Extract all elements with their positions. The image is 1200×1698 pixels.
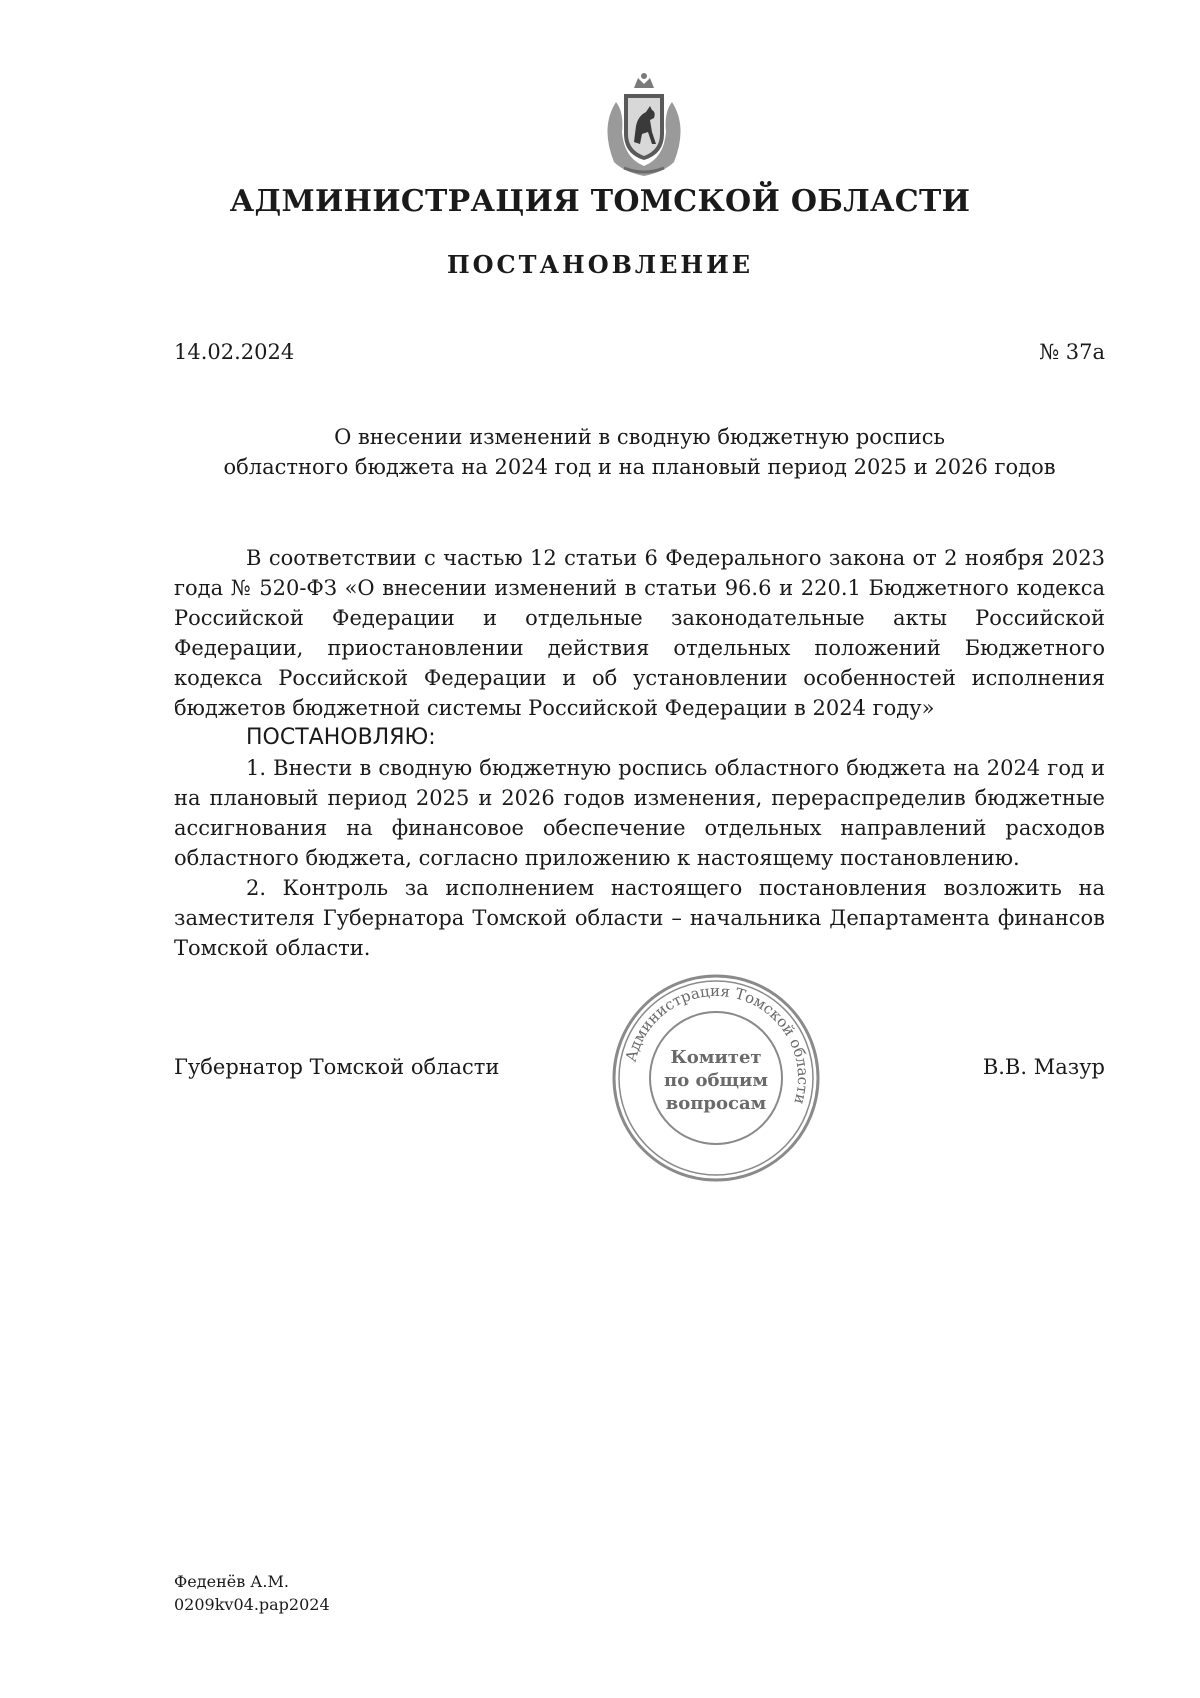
coat-of-arms-icon <box>594 72 694 180</box>
stamp-ring-text: Администрация Томской области <box>621 981 813 1107</box>
item-1-paragraph: 1. Внести в сводную бюджетную роспись областного бюджета на 2024 год и на плановый период 2025 и 2026 годов изменения, перераспределив бюджетные ассигнования на финансовое обеспечение отдельных направлений расходов областного бюджета, согласно приложению к настоящему постановлению. <box>174 756 1105 870</box>
stamp-center-line-1: Комитет <box>670 1047 762 1068</box>
item-2-paragraph: 2. Контроль за исполнением настоящего постановления возложить на заместителя Губернатора Томской области – начальника Департамента финансов Томской области. <box>174 876 1105 960</box>
document-type-heading: ПОСТАНОВЛЕНИЕ <box>446 250 754 279</box>
document-body <box>174 543 1105 963</box>
subject-line-1: О внесении изменений в сводную бюджетную роспись <box>334 425 945 449</box>
document-number: № 37а <box>1039 340 1105 364</box>
organization-title: АДМИНИСТРАЦИЯ ТОМСКОЙ ОБЛАСТИ <box>229 184 971 219</box>
signer-title: Губернатор Томской области <box>174 1055 500 1079</box>
footer-note <box>174 1570 330 1616</box>
subject-line-2: областного бюджета на 2024 год и на плановый период 2025 и 2026 годов <box>223 455 1056 479</box>
decree-word: ПОСТАНОВЛЯЮ: <box>246 725 436 750</box>
signer-name: В.В. Мазур <box>982 1055 1105 1079</box>
preamble-paragraph: В соответствии с частью 12 статьи 6 Федерального закона от 2 ноября 2023 года № 520-ФЗ «О внесении изменений в статьи 96.6 и 220.1 Бюджетного кодекса Российской Федерации и отдельные законодательные акты Российской Федерации, приостановлении действия отдельных положений Бюджетного кодекса Российской Федерации и об установлении особенностей исполнения бюджетов бюджетной системы Российской Федерации в 2024 году» <box>174 546 1105 720</box>
official-stamp <box>606 968 826 1188</box>
document-subject <box>174 422 1105 482</box>
executor-name: Феденёв А.М. <box>174 1572 289 1591</box>
stamp-center-line-3: вопросам <box>665 1093 767 1114</box>
document-date: 14.02.2024 <box>174 340 295 364</box>
file-code: 0209kv04.pap2024 <box>174 1595 330 1614</box>
stamp-center-line-2: по общим <box>664 1070 768 1091</box>
